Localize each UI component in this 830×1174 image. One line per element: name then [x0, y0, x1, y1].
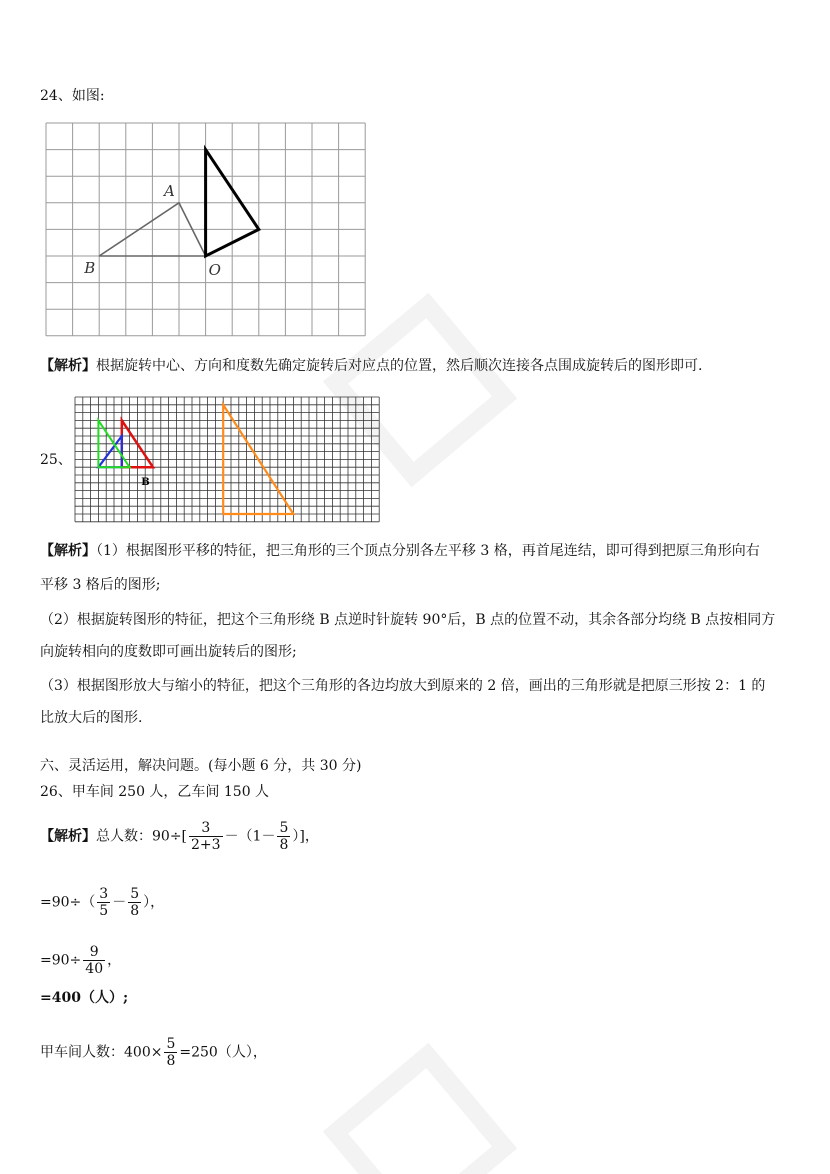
q26-step-3: =90÷ $\frac{9}{40}$ ， [40, 944, 122, 977]
analysis-tag: 【解析】 [40, 828, 96, 845]
q26-step-2: =90÷（ $\frac{3}{5}$ － $\frac{5}{8}$ ）， [40, 886, 165, 919]
q25-analysis-3a: （3）根据图形放大与缩小的特征，把这个三角形的各边均放大到原来的 2 倍，画出的三角形就是把原三形按 2：1 的 [40, 678, 766, 694]
question-25-title: 25、 [40, 452, 72, 468]
point-label-a: A [164, 181, 175, 200]
analysis-tag: 【解析】 [40, 543, 96, 559]
fraction: $\frac{5}{8}$ [279, 820, 289, 853]
fraction: $\frac{5}{8}$ [130, 886, 140, 919]
q26-step-5: 甲车间人数：400× $\frac{5}{8}$ =250（人）， [40, 1036, 267, 1069]
analysis-tag: 【解析】 [40, 358, 96, 374]
point-label-b: B [84, 259, 96, 277]
q24-analysis [40, 356, 702, 376]
rotation-figure-q24 [45, 122, 367, 340]
fraction: $\frac{5}{8}$ [166, 1036, 176, 1069]
point-label-o: O [208, 261, 221, 279]
point-label-b: B [141, 477, 150, 489]
q25-analysis-3b: 比放大后的图形. [40, 710, 143, 726]
fraction: $\frac{3}{5}$ [99, 886, 109, 919]
q26-step-4: =400（人）; [40, 990, 129, 1006]
q25-analysis-2a: （2）根据旋转图形的特征，把这个三角形绕 B 点逆时针旋转 90°后，B 点的位置不动，其余各部分均绕 B 点按相同方 [40, 612, 776, 628]
q25-analysis-2b: 向旋转相向的度数即可画出旋转后的图形; [40, 644, 297, 660]
question-24-title: 24、如图: [40, 88, 105, 104]
fraction: $\frac{9}{40}$ [85, 944, 104, 977]
question-26-title: 26、甲车间 250 人，乙车间 150 人 [40, 784, 270, 800]
q25-analysis-1a [40, 541, 760, 561]
analysis-text: 根据旋转中心、方向和度数先确定旋转后对应点的位置，然后顺次连接各点围成旋转后的图形即可. [96, 358, 703, 374]
transform-figure-q25 [74, 396, 386, 528]
analysis-text: （1）根据图形平移的特征，把三角形的三个顶点分别各左平移 3 格，再首尾连结，即可得到把原三角形向右 [96, 543, 760, 559]
q25-analysis-1b: 平移 3 格后的图形; [40, 577, 161, 593]
q26-step-1: 【解析】总人数：90÷[ $\frac{3}{2+3}$ －（1－ $\frac{5}{8}$ ）]， [40, 820, 319, 853]
fraction: $\frac{3}{2+3}$ [191, 820, 221, 853]
section-6-title: 六、灵活运用，解决问题。(每小题 6 分，共 30 分) [40, 758, 362, 774]
